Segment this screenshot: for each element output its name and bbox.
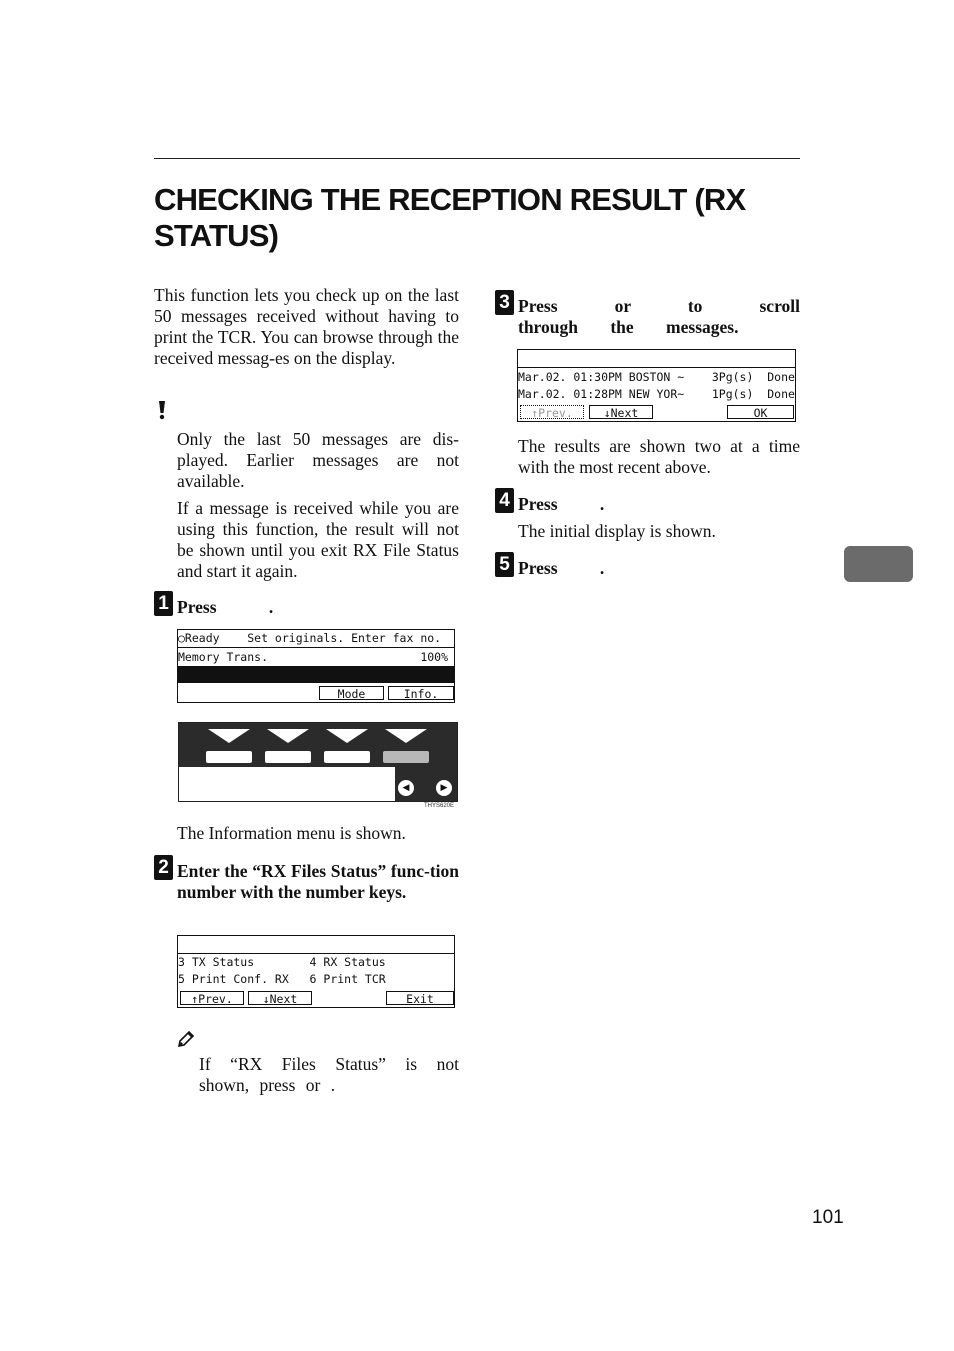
scroll-left-icon[interactable]: ◀ <box>398 780 414 796</box>
selection-arrow-icon <box>267 729 309 743</box>
step-3-result: The results are shown two at a time with the most recent above. <box>518 436 800 477</box>
step-4-result: The initial display is shown. <box>518 521 716 541</box>
lcd-row-memory: Memory Trans. 100% <box>178 650 449 664</box>
intro-paragraph: This function lets you check up on the last 50 messages received without having to print the TCR. You can browse through the received messag-es on the display. <box>154 285 459 368</box>
step-5-text: Press . <box>518 558 605 578</box>
lcd-screen-information <box>177 935 455 1008</box>
step-4-text: Press . <box>518 494 605 514</box>
step-number-3: 3 <box>495 290 514 315</box>
selection-key-2[interactable] <box>265 751 311 763</box>
lcd-screen-rx-status <box>517 349 796 422</box>
prev-button[interactable]: ↑Prev. <box>180 991 244 1005</box>
selection-key-1[interactable] <box>206 751 252 763</box>
top-rule <box>154 158 800 159</box>
selection-arrow-icon <box>326 729 368 743</box>
scroll-right-icon[interactable]: ▶ <box>436 780 452 796</box>
step-number-2: 2 <box>154 855 173 880</box>
next-button[interactable]: ↓Next <box>248 991 312 1005</box>
info-button[interactable]: Info. <box>388 686 454 700</box>
rx-status-header <box>518 367 587 368</box>
limitation-1: Only the last 50 messages are dis-played. Earlier messages are not available. <box>177 429 459 491</box>
chapter-tab <box>844 546 913 582</box>
lcd-row-destination <box>178 666 454 683</box>
selection-arrow-icon <box>208 729 250 743</box>
rx-message-row-2: Mar.02. 01:28PM NEW YOR~ 1Pg(s) Done <box>518 387 795 401</box>
exit-button[interactable]: Exit <box>386 991 454 1005</box>
control-panel-illustration <box>178 722 458 802</box>
selection-key-4-highlighted[interactable] <box>383 751 429 763</box>
menu-row-2: 5 Print Conf. RX 6 Print TCR <box>178 972 386 986</box>
page-number: 101 <box>812 1207 844 1228</box>
prev-button-disabled[interactable]: ↑Prev. <box>520 405 584 419</box>
lcd-screen-initial <box>177 629 455 703</box>
step-number-1: 1 <box>154 591 173 616</box>
lcd-row-ready: ○Ready Set originals. Enter fax no. <box>178 630 454 648</box>
step-3-text: Press or to scroll through the messages. <box>518 296 800 337</box>
step-number-4: 4 <box>495 488 514 513</box>
ok-button[interactable]: OK <box>727 405 794 419</box>
page-title: CHECKING THE RECEPTION RESULT (RX STATUS) <box>154 182 746 253</box>
next-button[interactable]: ↓Next <box>589 405 653 419</box>
menu-row-1: 3 TX Status 4 RX Status <box>178 955 386 969</box>
step-1-text: Press . <box>177 597 274 617</box>
pencil-note-icon <box>177 1030 195 1048</box>
limitation-2: If a message is received while you are using this function, the result will not be shown until you exit RX File Status and start it again. <box>177 498 459 581</box>
exclamation-mark-icon <box>154 400 170 420</box>
rx-message-row-1: Mar.02. 01:30PM BOSTON ~ 3Pg(s) Done <box>518 370 795 384</box>
figure-caption: THYS620E <box>424 803 455 809</box>
step-number-5: 5 <box>495 552 514 577</box>
mode-button[interactable]: Mode <box>319 686 384 700</box>
step-2-text: Enter the “RX Files Status” func-tion number with the number keys. <box>177 861 459 902</box>
step-1-result: The Information menu is shown. <box>177 823 406 843</box>
selection-key-3[interactable] <box>324 751 370 763</box>
note-text: If “RX Files Status” is not shown, press or . <box>199 1054 459 1095</box>
selection-arrow-icon <box>385 729 427 743</box>
